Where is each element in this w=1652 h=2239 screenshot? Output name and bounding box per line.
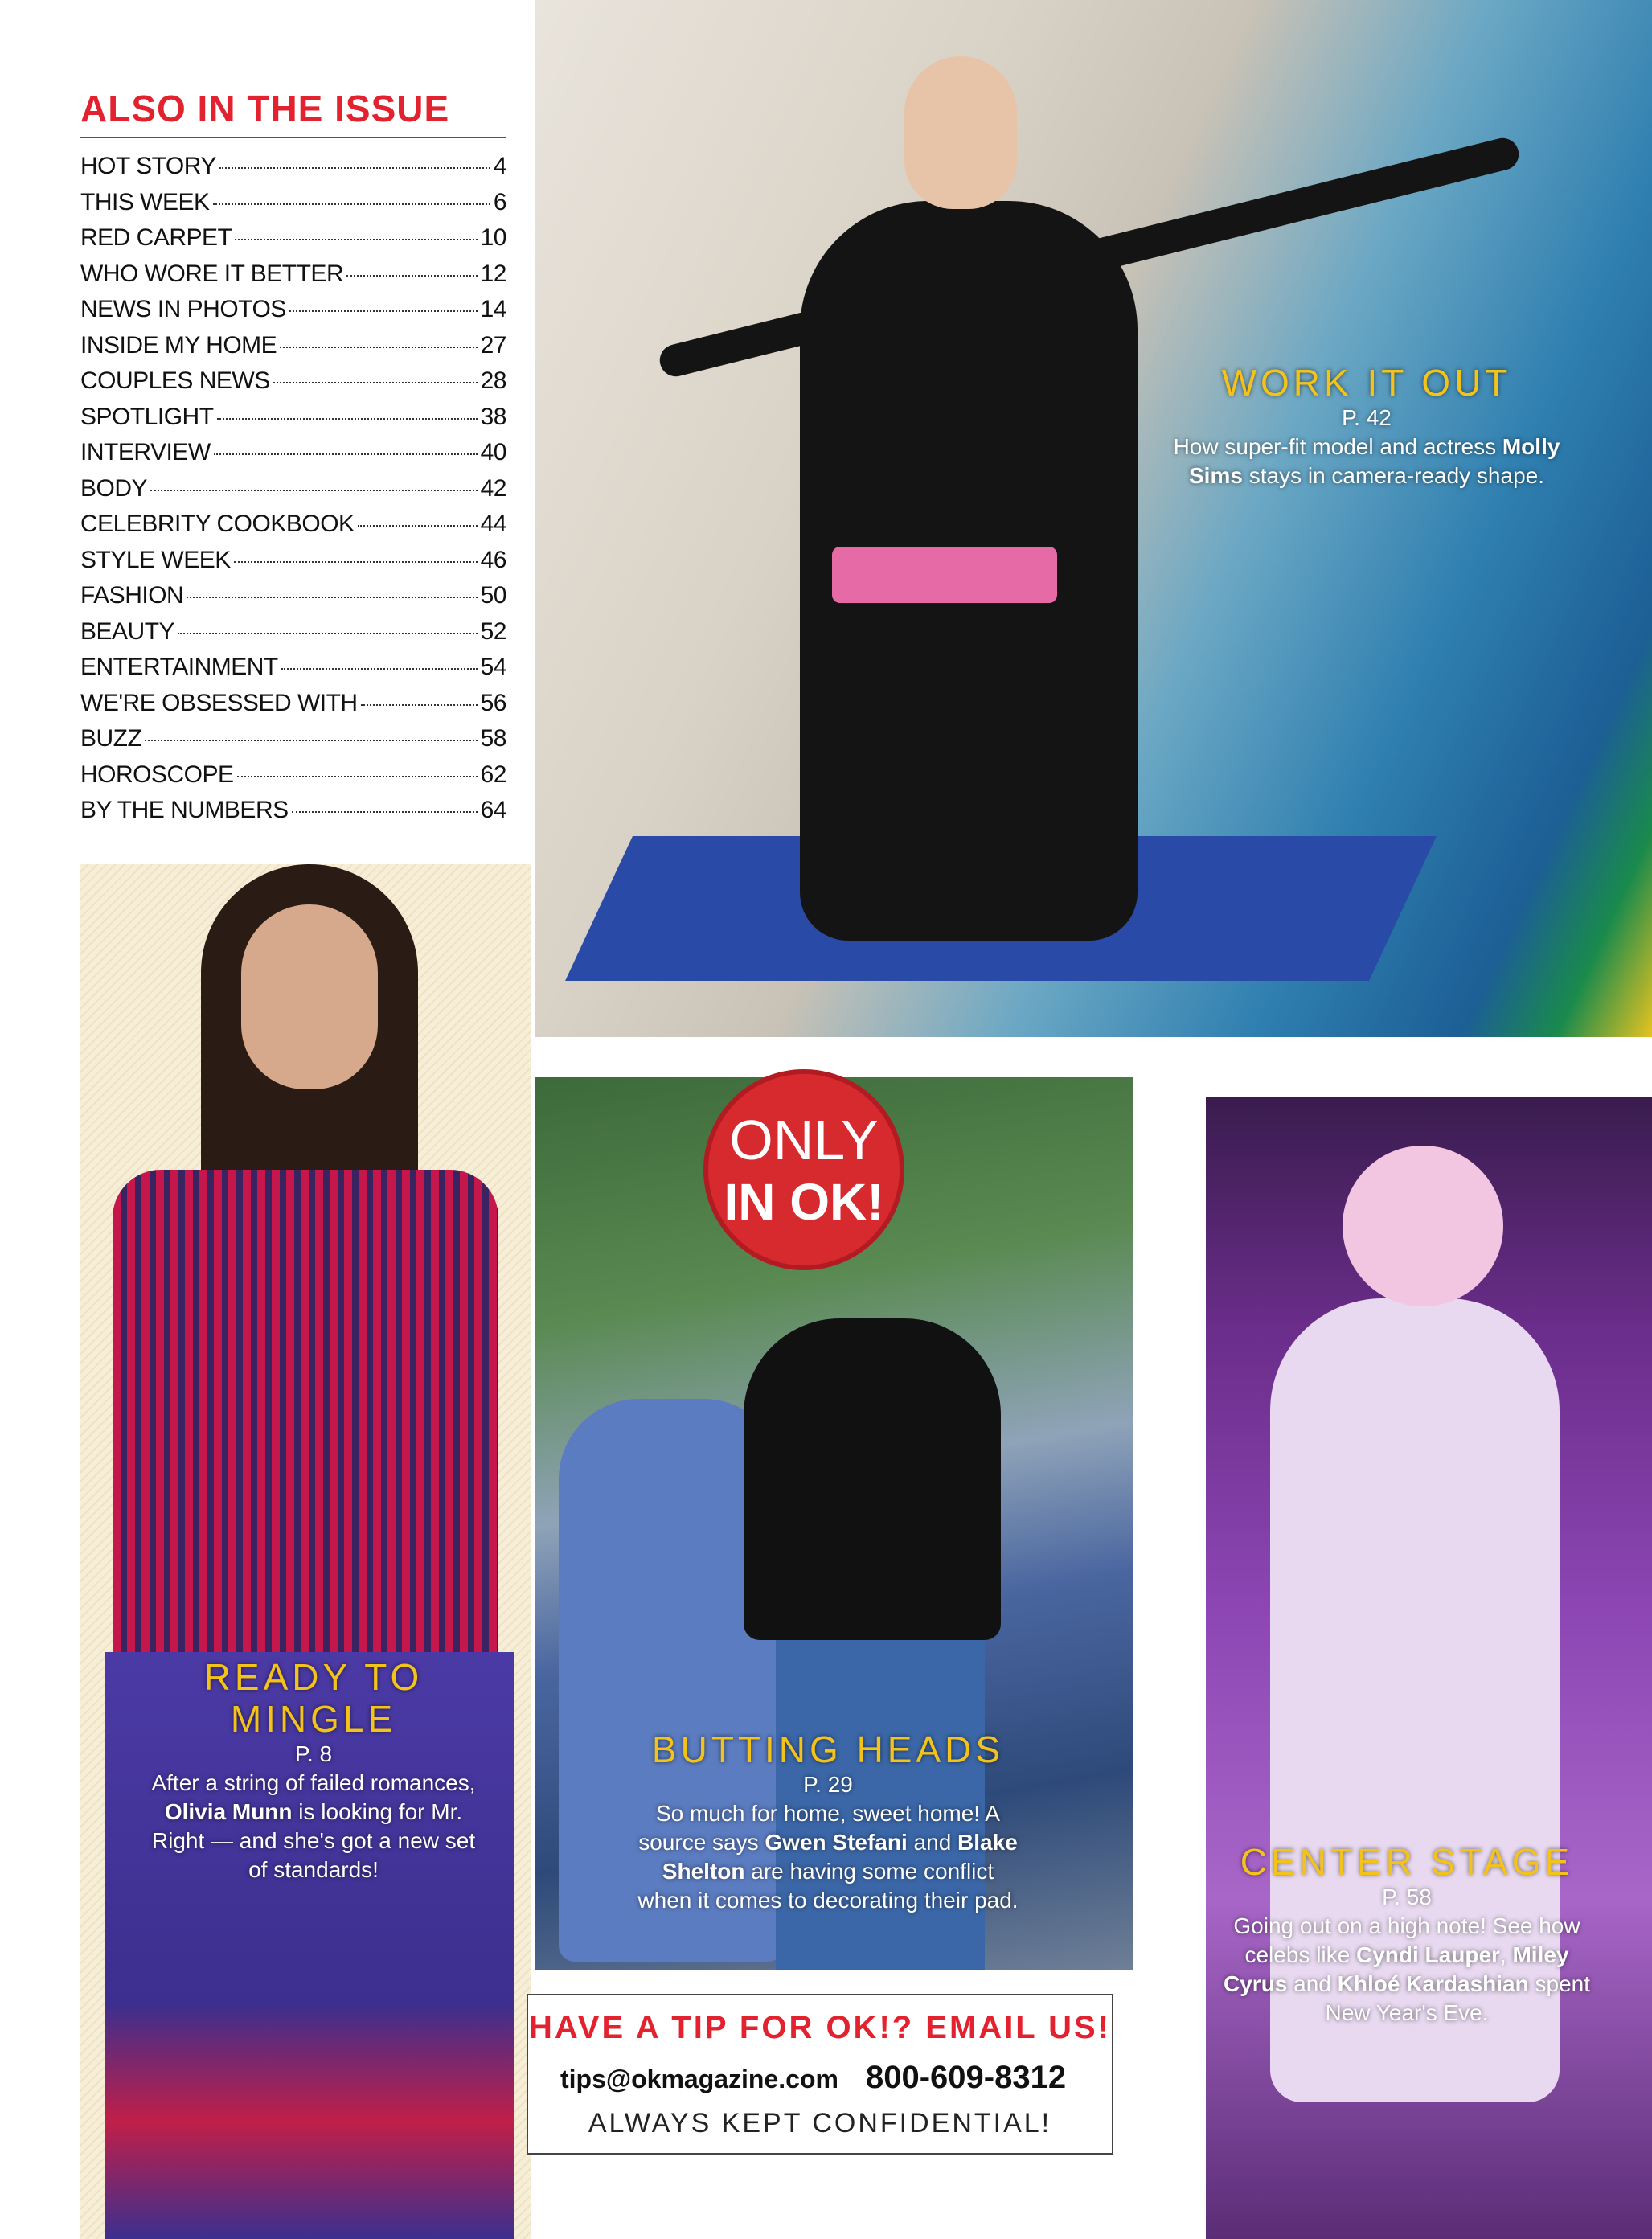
caption-ready-to-mingle (145, 1656, 482, 1884)
toc-item-title: BY THE NUMBERS (80, 797, 289, 823)
toc-heading: ALSO IN THE ISSUE (80, 88, 450, 129)
toc-item-page: 62 (480, 761, 506, 788)
toc-item-title: WHO WORE IT BETTER (80, 260, 344, 287)
toc-list (80, 153, 506, 833)
toc-item-title: HOT STORY (80, 153, 216, 179)
toc-item-title: CELEBRITY COOKBOOK (80, 511, 355, 537)
toc-leader-dots (178, 633, 478, 634)
toc-item (80, 296, 506, 332)
toc-item-page: 52 (480, 617, 506, 645)
toc-item-title: FASHION (80, 582, 184, 609)
toc-item (80, 654, 506, 690)
toc-item-page: 54 (480, 654, 506, 680)
caption-heading-line-1: READY TO (203, 1656, 424, 1698)
toc-item (80, 367, 506, 404)
toc-item-page: 14 (480, 296, 506, 322)
toc-leader-dots (214, 453, 478, 455)
toc-leader-dots (217, 418, 478, 420)
toc-item (80, 439, 506, 475)
toc-item-page: 27 (480, 331, 506, 359)
toc-leader-dots (280, 347, 477, 348)
toc-item-page: 58 (480, 725, 506, 752)
toc-item-title: STYLE WEEK (80, 546, 231, 573)
badge-line-1: ONLY (729, 1109, 879, 1171)
caption-heading: WORK IT OUT (1221, 362, 1512, 404)
toc-item-title: THIS WEEK (80, 188, 210, 215)
toc-item-page: 38 (480, 403, 506, 430)
badge-line-2: IN OK! (724, 1173, 884, 1231)
toc-item (80, 153, 506, 189)
caption-body: So much for home, sweet home! A source says Gwen Stefani and Blake Shelton are having some conflict when it comes to decorating their pad. (637, 1801, 1019, 1913)
molly-head (904, 56, 1017, 209)
toc-leader-dots (361, 704, 478, 706)
toc-item (80, 797, 506, 833)
toc-item-page: 46 (480, 546, 506, 573)
toc-leader-dots (213, 203, 490, 205)
toc-item-page: 4 (493, 153, 506, 179)
cyndi-hair (1343, 1146, 1503, 1306)
toc-item-page: 64 (480, 797, 506, 823)
toc-item (80, 189, 506, 225)
toc-item-title: INTERVIEW (80, 439, 211, 465)
caption-work-it-out (1158, 362, 1576, 490)
blake-figure (744, 1318, 1001, 1640)
toc-item (80, 582, 506, 618)
toc-item (80, 725, 506, 761)
toc-item (80, 224, 506, 260)
molly-sims-photo (535, 0, 1652, 1037)
molly-waistband (832, 547, 1057, 603)
toc-item (80, 332, 506, 368)
toc-item-page: 6 (493, 188, 506, 215)
caption-page: P. 42 (1342, 405, 1392, 430)
toc-leader-dots (358, 525, 478, 527)
caption-heading: BUTTING HEADS (651, 1728, 1005, 1770)
tip-note: ALWAYS KEPT CONFIDENTIAL! (588, 2108, 1052, 2139)
toc-divider (80, 137, 506, 138)
tip-box (527, 1994, 1113, 2155)
only-in-ok-badge (703, 1069, 904, 1270)
toc-item (80, 260, 506, 297)
caption-butting-heads (635, 1728, 1021, 1915)
toc-leader-dots (289, 310, 478, 312)
toc-item (80, 404, 506, 440)
toc-item (80, 475, 506, 511)
toc-leader-dots (187, 597, 477, 598)
toc-item-page: 44 (480, 511, 506, 537)
toc-item-title: COUPLES NEWS (80, 367, 270, 394)
toc-item-title: RED CARPET (80, 224, 232, 251)
caption-body: After a string of failed romances, Olivia Munn is looking for Mr. Right — and she's got a new set of standards! (151, 1770, 476, 1882)
toc-item-title: INSIDE MY HOME (80, 331, 277, 359)
toc-item-page: 10 (480, 224, 506, 251)
toc-item-title: BODY (80, 474, 148, 502)
toc-leader-dots (219, 167, 490, 169)
toc-item-title: WE'RE OBSESSED WITH (80, 689, 358, 716)
olivia-striped-top (113, 1170, 498, 1668)
tip-heading: HAVE A TIP FOR OK!? EMAIL US! (528, 2010, 1112, 2045)
toc-item-page: 42 (480, 474, 506, 502)
toc-item-page: 56 (480, 689, 506, 716)
caption-center-stage (1214, 1841, 1600, 2028)
caption-body: Going out on a high note! See how celebs like Cyndi Lauper, Miley Cyrus and Khloé Kardashian spent New Year's Eve. (1224, 1913, 1590, 2025)
toc-leader-dots (273, 382, 478, 383)
toc-item (80, 547, 506, 583)
toc-leader-dots (292, 811, 478, 813)
toc-item-title: BUZZ (80, 725, 142, 752)
toc-item (80, 761, 506, 798)
toc-item (80, 690, 506, 726)
toc-item-title: HOROSCOPE (80, 761, 234, 788)
toc-leader-dots (237, 776, 478, 777)
tip-phone[interactable]: 800-609-8312 (866, 2060, 1067, 2095)
toc-leader-dots (145, 740, 477, 741)
toc-leader-dots (234, 561, 478, 563)
toc-leader-dots (281, 668, 478, 670)
toc-item-title: SPOTLIGHT (80, 403, 214, 430)
toc-item-page: 40 (480, 439, 506, 465)
toc-item-page: 28 (480, 367, 506, 394)
olivia-head (241, 904, 378, 1089)
olivia-munn-photo (80, 864, 531, 2239)
caption-body: How super-fit model and actress Molly Sims stays in camera-ready shape. (1173, 434, 1560, 488)
toc-leader-dots (150, 490, 478, 491)
toc-item-page: 12 (480, 260, 506, 287)
toc-item-title: NEWS IN PHOTOS (80, 296, 286, 322)
caption-page: P. 29 (803, 1772, 853, 1797)
caption-page: P. 58 (1382, 1884, 1432, 1909)
toc-item (80, 511, 506, 547)
caption-heading: CENTER STAGE (1240, 1841, 1574, 1883)
caption-heading-line-2: MINGLE (230, 1698, 397, 1740)
toc-item-title: ENTERTAINMENT (80, 654, 278, 680)
toc-item-title: BEAUTY (80, 617, 175, 645)
cyndi-lauper-photo (1206, 1097, 1652, 2239)
toc-item (80, 618, 506, 654)
caption-page: P. 8 (294, 1741, 333, 1766)
toc-leader-dots (346, 275, 478, 277)
toc-item-page: 50 (480, 582, 506, 609)
toc-leader-dots (235, 239, 477, 240)
tip-email[interactable]: tips@okmagazine.com (560, 2065, 838, 2093)
